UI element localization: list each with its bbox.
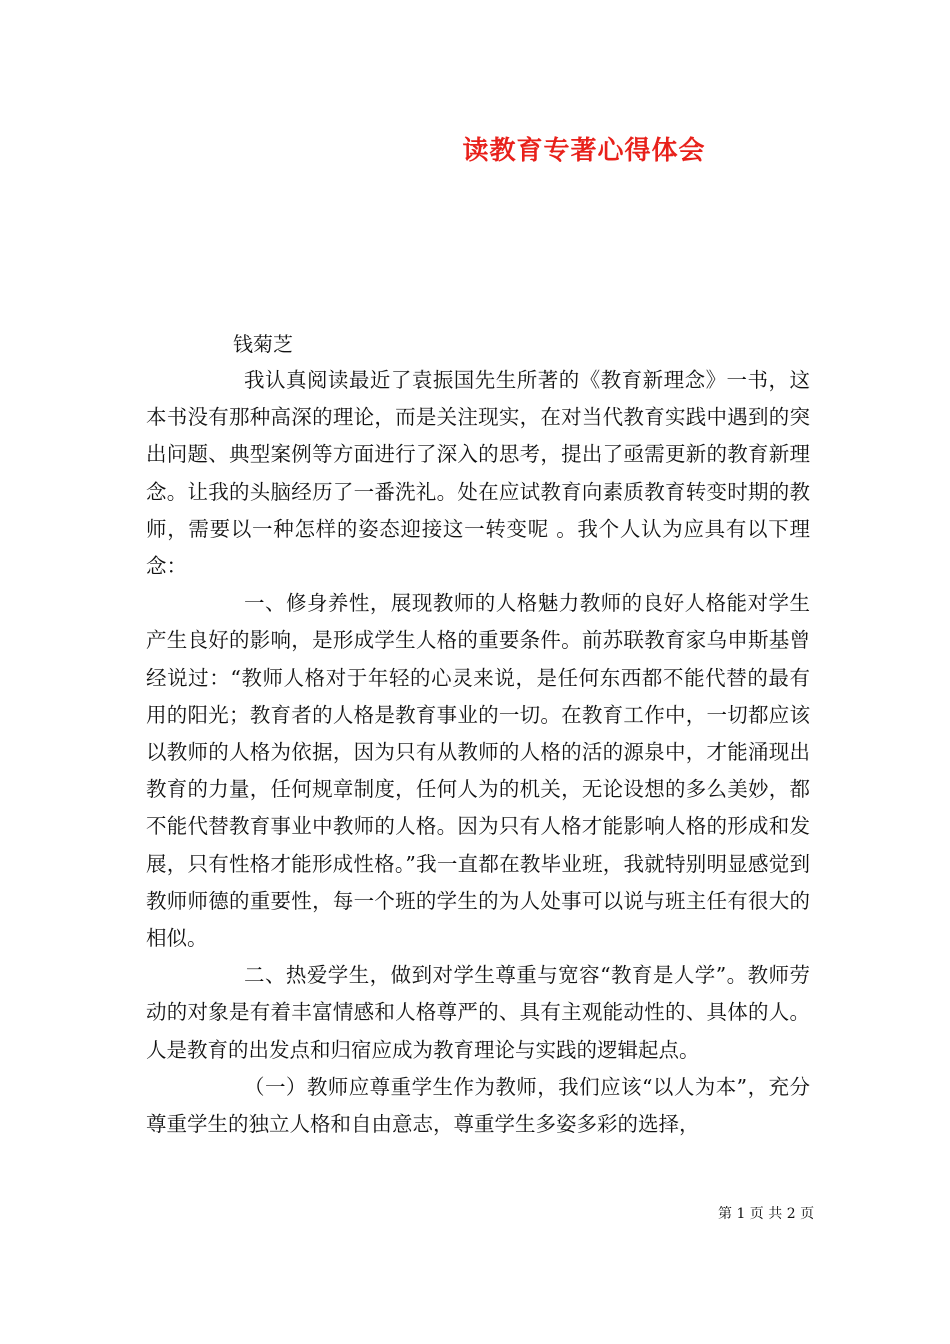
document-title: 读教育专著心得体会 (462, 136, 706, 166)
page-number-footer: 第 1 页 共 2 页 (718, 1206, 815, 1222)
paragraph-intro: 我认真阅读最近了袁振国先生所著的《教育新理念》一书，这本书没有那种高深的理论，而是关注现实，在对当代教育实践中遇到的突出问题、典型案例等方面进行了深入的思考，提出了亟需更新的教育新理念。让我的头脑经历了一番洗礼。处在应试教育向素质教育转变时期的教师，需要以一种怎样的姿态迎接这一转变呢 。我个人认为应具有以下理念： (146, 368, 810, 579)
author-name: 钱菊芝 (233, 332, 293, 356)
paragraph-point-two: 二、热爱学生，做到对学生尊重与宽容“教育是人学”。教师劳动的对象是有着丰富情感和人格尊严的、具有主观能动性的、具体的人。人是教育的出发点和归宿应成为教育理论与实践的逻辑起点。 (146, 963, 810, 1062)
paragraph-point-one: 一、修身养性，展现教师的人格魅力教师的良好人格能对学生产生良好的影响，是形成学生人格的重要条件。前苏联教育家乌申斯基曾经说过：“教师人格对于年轻的心灵来说，是任何东西都不能代替的最有用的阳光；教育者的人格是教育事业的一切。在教育工作中，一切都应该以教师的人格为依据，因为只有从教师的人格的活的源泉中，才能涌现出教育的力量，任何规章制度，任何人为的机关，无论设想的多么美妙，都不能代替教育事业中教师的人格。因为只有人格才能影响人格的形成和发展，只有性格才能形成性格。”我一直都在教毕业班，我就特别明显感觉到教师师德的重要性，每一个班的学生的为人处事可以说与班主任有很大的相似。 (146, 591, 810, 951)
document-body (146, 362, 810, 1143)
paragraph-sub-point-one: （一）教师应尊重学生作为教师，我们应该“以人为本”，充分尊重学生的独立人格和自由意志，尊重学生多姿多彩的选择， (146, 1074, 810, 1137)
